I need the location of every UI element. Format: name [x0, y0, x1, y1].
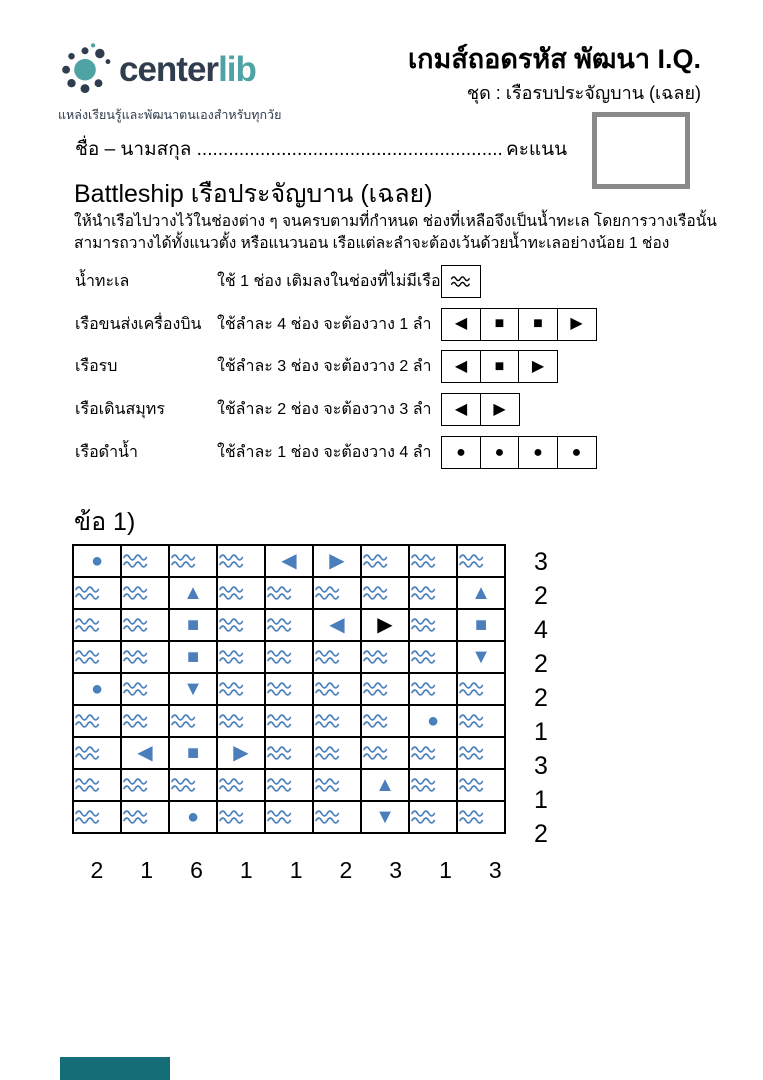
sea-wave-icon: [170, 776, 198, 794]
row-count: 2: [534, 582, 548, 610]
grid-cell: [265, 737, 313, 769]
page-title: เกมส์ถอดรหัส พัฒนา I.Q.: [407, 44, 701, 74]
legend-ship-cells: [441, 308, 597, 341]
legend-cell: [557, 308, 597, 341]
ship-end-left-icon: ◀: [454, 357, 468, 375]
legend-row: [75, 388, 597, 431]
grid-row: [73, 545, 505, 577]
sea-wave-icon: [218, 712, 246, 730]
sea-wave-icon: [410, 776, 438, 794]
sea-wave-icon: [450, 274, 472, 289]
grid-cell: [169, 705, 217, 737]
sea-wave-icon: [314, 808, 342, 826]
grid-cell: [121, 641, 169, 673]
sea-wave-icon: [218, 584, 246, 602]
col-count: 3: [389, 857, 403, 883]
submarine-icon: ●: [456, 443, 466, 461]
sea-wave-icon: [266, 712, 294, 730]
page-subtitle: ชุด : เรือรบประจัญบาน (เฉลย): [466, 83, 701, 104]
submarine-icon: ●: [494, 443, 505, 461]
sea-wave-icon: [314, 776, 342, 794]
grid-row: [73, 673, 505, 705]
ship-end-up-icon: ▲: [471, 581, 491, 604]
sea-wave-icon: [410, 552, 438, 570]
grid-cell: [265, 705, 313, 737]
legend-ship-desc: ใช้ 1 ช่อง เติมลงในช่องที่ไม่มีเรือ: [217, 272, 441, 290]
legend-ship-desc: ใช้ลำละ 1 ช่อง จะต้องวาง 4 ลำ: [217, 444, 432, 462]
legend-cell: [518, 350, 558, 383]
sea-wave-icon: [458, 808, 486, 826]
ship-end-right-icon: ▶: [493, 400, 506, 418]
row-count: 3: [534, 548, 548, 576]
legend-cell: [480, 393, 520, 426]
name-line: [75, 134, 503, 164]
grid-row: [73, 801, 505, 833]
ship-middle-icon: ■: [186, 741, 200, 764]
name-label: ชื่อ – นามสกุล: [75, 139, 192, 160]
sea-wave-icon: [74, 744, 102, 762]
grid-cell: [409, 801, 457, 833]
sea-wave-icon: [410, 616, 438, 634]
grid-cell: [409, 641, 457, 673]
sea-wave-icon: [122, 648, 150, 666]
row-count: 1: [534, 718, 548, 746]
grid-cell: [217, 545, 265, 577]
legend-cell: [480, 308, 520, 341]
grid-cell: [217, 737, 265, 769]
legend-cell: [441, 265, 481, 298]
grid-cell: [169, 673, 217, 705]
sea-wave-icon: [458, 552, 486, 570]
ship-end-right-icon: ▶: [531, 357, 545, 375]
col-count: 1: [439, 857, 452, 883]
grid-cell: [73, 673, 121, 705]
grid-cell: [121, 545, 169, 577]
sea-wave-icon: [122, 616, 150, 634]
sea-wave-icon: [74, 616, 102, 634]
legend-cell: [480, 350, 520, 383]
sea-wave-icon: [122, 808, 150, 826]
ship-middle-icon: ■: [474, 613, 488, 636]
grid-cell: [457, 545, 505, 577]
grid-cell: [121, 673, 169, 705]
legend-row: [75, 260, 597, 303]
sea-wave-icon: [362, 584, 390, 602]
grid-cell: [409, 545, 457, 577]
grid-cell: [265, 545, 313, 577]
puzzle-label: ข้อ 1): [74, 508, 136, 536]
sea-wave-icon: [266, 776, 294, 794]
grid-cell: [313, 545, 361, 577]
ship-end-down-icon: ▼: [375, 805, 395, 828]
grid-cell: [361, 769, 409, 801]
legend-ship-cells: [441, 393, 520, 426]
grid-cell: [121, 801, 169, 833]
grid-cell: [73, 769, 121, 801]
sea-wave-icon: [218, 680, 246, 698]
grid-row: [73, 769, 505, 801]
col-count: 1: [289, 857, 303, 883]
grid-cell: [457, 737, 505, 769]
sea-wave-icon: [458, 776, 486, 794]
ship-end-right-icon: ▶: [233, 741, 249, 764]
sea-wave-icon: [266, 584, 294, 602]
ship-end-left-icon: ◀: [454, 400, 468, 418]
sea-wave-icon: [218, 808, 246, 826]
sea-wave-icon: [410, 584, 438, 602]
sea-wave-icon: [218, 552, 246, 570]
ship-end-left-icon: ◀: [137, 741, 153, 764]
row-count: 3: [534, 752, 548, 780]
legend-ship-cells: [441, 436, 597, 469]
legend-ship-name: น้ำทะเล: [75, 272, 130, 290]
grid-cell: [217, 705, 265, 737]
sea-wave-icon: [362, 552, 390, 570]
grid-cell: [313, 641, 361, 673]
grid-row: [73, 609, 505, 641]
legend-ship-desc: ใช้ลำละ 3 ช่อง จะต้องวาง 2 ลำ: [217, 358, 432, 376]
ship-end-left-icon: ◀: [454, 315, 468, 333]
grid-cell: [217, 673, 265, 705]
instructions: [74, 211, 729, 254]
ship-end-right-icon: ▶: [329, 549, 345, 572]
legend-ship-name: เรือดำน้ำ: [75, 444, 138, 462]
grid-cell: [73, 545, 121, 577]
grid-cell: [313, 705, 361, 737]
grid-cell: [409, 609, 457, 641]
grid-row: [73, 705, 505, 737]
grid-cell: [121, 577, 169, 609]
grid-cell: [313, 609, 361, 641]
ship-end-down-icon: ▼: [471, 645, 491, 668]
grid-cell: [121, 609, 169, 641]
ship-end-left-icon: ◀: [329, 613, 345, 636]
col-count: 6: [190, 857, 203, 883]
row-counts: [534, 545, 548, 851]
sea-wave-icon: [410, 808, 438, 826]
row-count: 4: [534, 616, 548, 644]
centerlib-logo-icon: [58, 40, 112, 99]
legend-ship-desc: ใช้ลำละ 4 ช่อง จะต้องวาง 1 ลำ: [217, 315, 432, 333]
brand-tagline: แหล่งเรียนรู้และพัฒนาตนเองสำหรับทุกวัย: [58, 108, 282, 122]
sea-wave-icon: [122, 680, 150, 698]
centerlib-logo: [58, 40, 281, 125]
sea-wave-icon: [74, 648, 102, 666]
grid-cell: [217, 609, 265, 641]
grid-cell: [217, 577, 265, 609]
sea-wave-icon: [266, 808, 294, 826]
grid-cell: [409, 577, 457, 609]
col-count: 1: [140, 857, 154, 883]
grid-cell: [409, 769, 457, 801]
grid-cell: [361, 801, 409, 833]
legend-ship-name: เรือเดินสมุทร: [75, 401, 165, 419]
sea-wave-icon: [122, 584, 150, 602]
row-count: 1: [534, 786, 548, 814]
grid-cell: [73, 609, 121, 641]
sea-wave-icon: [74, 776, 102, 794]
ship-end-left-icon: ◀: [281, 549, 297, 572]
row-count: 2: [534, 650, 548, 678]
col-counts: [72, 857, 520, 884]
legend-cell: [518, 308, 558, 341]
ship-middle-icon: ■: [186, 645, 200, 668]
grid-cell: [457, 801, 505, 833]
ship-end-up-icon: ▲: [375, 773, 395, 796]
grid-cell: [121, 705, 169, 737]
sea-wave-icon: [122, 776, 150, 794]
grid-cell: [169, 577, 217, 609]
sea-wave-icon: [74, 584, 102, 602]
sea-wave-icon: [458, 712, 486, 730]
grid-cell: [361, 609, 409, 641]
grid-cell: [169, 545, 217, 577]
grid-cell: [169, 769, 217, 801]
grid-cell: [121, 769, 169, 801]
grid-cell: [265, 801, 313, 833]
grid-cell: [121, 737, 169, 769]
sea-wave-icon: [266, 680, 294, 698]
grid-cell: [217, 641, 265, 673]
legend-cell: [480, 436, 520, 469]
grid-cell: [73, 801, 121, 833]
grid-cell: [313, 737, 361, 769]
sea-wave-icon: [362, 648, 390, 666]
legend-cell: [441, 393, 481, 426]
grid-cell: [265, 769, 313, 801]
grid-cell: [313, 577, 361, 609]
grid-cell: [73, 705, 121, 737]
sea-wave-icon: [410, 744, 438, 762]
instructions-line-2: สามารถวางได้ทั้งแนวตั้ง หรือแนวนอน เรือแต่ละลำจะต้องเว้นด้วยน้ำทะเลอย่างน้อย 1 ช่อง: [74, 234, 670, 252]
footer-brand-bar: [60, 1057, 170, 1080]
sea-wave-icon: [458, 744, 486, 762]
grid-cell: [265, 577, 313, 609]
grid-cell: [73, 737, 121, 769]
legend-ship-cells: [441, 350, 558, 383]
sea-wave-icon: [218, 616, 246, 634]
section-heading: Battleship เรือประจัญบาน (เฉลย): [74, 180, 433, 208]
sea-wave-icon: [314, 584, 342, 602]
grid-cell: [265, 673, 313, 705]
grid-cell: [409, 673, 457, 705]
ship-end-up-icon: ▲: [183, 581, 203, 604]
grid-cell: [361, 545, 409, 577]
grid-cell: [265, 609, 313, 641]
score-label: คะแนน: [506, 139, 568, 160]
sea-wave-icon: [74, 808, 102, 826]
grid-cell: [361, 673, 409, 705]
sea-wave-icon: [314, 744, 342, 762]
sea-wave-icon: [362, 680, 390, 698]
ship-end-right-icon: ▶: [377, 613, 393, 636]
grid-cell: [457, 705, 505, 737]
grid-row: [73, 577, 505, 609]
sea-wave-icon: [266, 744, 294, 762]
sea-wave-icon: [170, 552, 198, 570]
title-block: [408, 44, 701, 107]
brand-wordmark: centerlib: [119, 50, 256, 89]
ship-end-down-icon: ▼: [183, 677, 203, 700]
sea-wave-icon: [362, 744, 390, 762]
grid-cell: [217, 769, 265, 801]
sea-wave-icon: [458, 680, 486, 698]
grid-cell: [457, 577, 505, 609]
grid-cell: [169, 609, 217, 641]
row-count: 2: [534, 820, 548, 848]
grid-cell: [169, 737, 217, 769]
ship-legend: [75, 260, 597, 474]
grid-cell: [265, 641, 313, 673]
name-fill-dots: ..........................................................: [196, 139, 503, 160]
score-box: [592, 112, 690, 189]
legend-row: [75, 346, 597, 389]
sea-wave-icon: [218, 648, 246, 666]
sea-wave-icon: [122, 712, 150, 730]
grid-cell: [409, 705, 457, 737]
grid-cell: [361, 577, 409, 609]
sea-wave-icon: [266, 616, 294, 634]
col-count: 2: [90, 857, 104, 883]
grid-cell: [457, 641, 505, 673]
col-count: 1: [239, 857, 253, 883]
ship-middle-icon: ■: [186, 613, 200, 636]
grid-cell: [361, 705, 409, 737]
grid-cell: [73, 641, 121, 673]
legend-cell: [441, 350, 481, 383]
legend-ship-name: เรือรบ: [75, 358, 118, 376]
grid-cell: [457, 769, 505, 801]
grid-cell: [457, 673, 505, 705]
grid-cell: [217, 801, 265, 833]
grid-cell: [457, 609, 505, 641]
grid-row: [73, 641, 505, 673]
legend-cell: [441, 308, 481, 341]
sea-wave-icon: [218, 776, 246, 794]
sea-wave-icon: [362, 712, 390, 730]
sea-wave-icon: [122, 552, 150, 570]
submarine-icon: ●: [186, 805, 200, 828]
grid-cell: [169, 641, 217, 673]
legend-ship-desc: ใช้ลำละ 2 ช่อง จะต้องวาง 3 ลำ: [217, 401, 432, 419]
ship-middle-icon: ■: [494, 357, 505, 375]
grid-cell: [313, 801, 361, 833]
legend-ship-cells: [441, 265, 481, 298]
sea-wave-icon: [266, 648, 294, 666]
grid-cell: [361, 641, 409, 673]
legend-cell: [557, 436, 597, 469]
submarine-icon: ●: [90, 677, 104, 700]
legend-row: [75, 431, 597, 474]
grid-row: [73, 737, 505, 769]
grid-cell: [409, 737, 457, 769]
ship-middle-icon: ■: [533, 315, 543, 333]
legend-cell: [518, 436, 558, 469]
sea-wave-icon: [314, 680, 342, 698]
col-count: 3: [488, 857, 502, 883]
sea-wave-icon: [170, 712, 198, 730]
ship-end-right-icon: ▶: [570, 315, 583, 333]
grid-cell: [73, 577, 121, 609]
submarine-icon: ●: [90, 549, 104, 572]
submarine-icon: ●: [533, 443, 543, 461]
row-count: 2: [534, 684, 548, 712]
legend-cell: [441, 436, 481, 469]
grid-cell: [313, 673, 361, 705]
grid-cell: [361, 737, 409, 769]
sea-wave-icon: [314, 648, 342, 666]
sea-wave-icon: [314, 712, 342, 730]
grid-cell: [169, 801, 217, 833]
legend-row: [75, 303, 597, 346]
submarine-icon: ●: [426, 709, 440, 732]
sea-wave-icon: [410, 648, 438, 666]
sea-wave-icon: [74, 712, 102, 730]
grid-cell: [313, 769, 361, 801]
ship-middle-icon: ■: [494, 315, 505, 333]
instructions-line-1: ให้นำเรือไปวางไว้ในช่องต่าง ๆ จนครบตามที่กำหนด ช่องที่เหลือจึงเป็นน้ำทะเล โดยการวางเรือนั้น: [74, 213, 717, 230]
legend-ship-name: เรือขนส่งเครื่องบิน: [75, 315, 202, 333]
submarine-icon: ●: [571, 443, 582, 461]
col-count: 2: [339, 857, 353, 883]
sea-wave-icon: [410, 680, 438, 698]
battleship-grid: [72, 544, 506, 834]
